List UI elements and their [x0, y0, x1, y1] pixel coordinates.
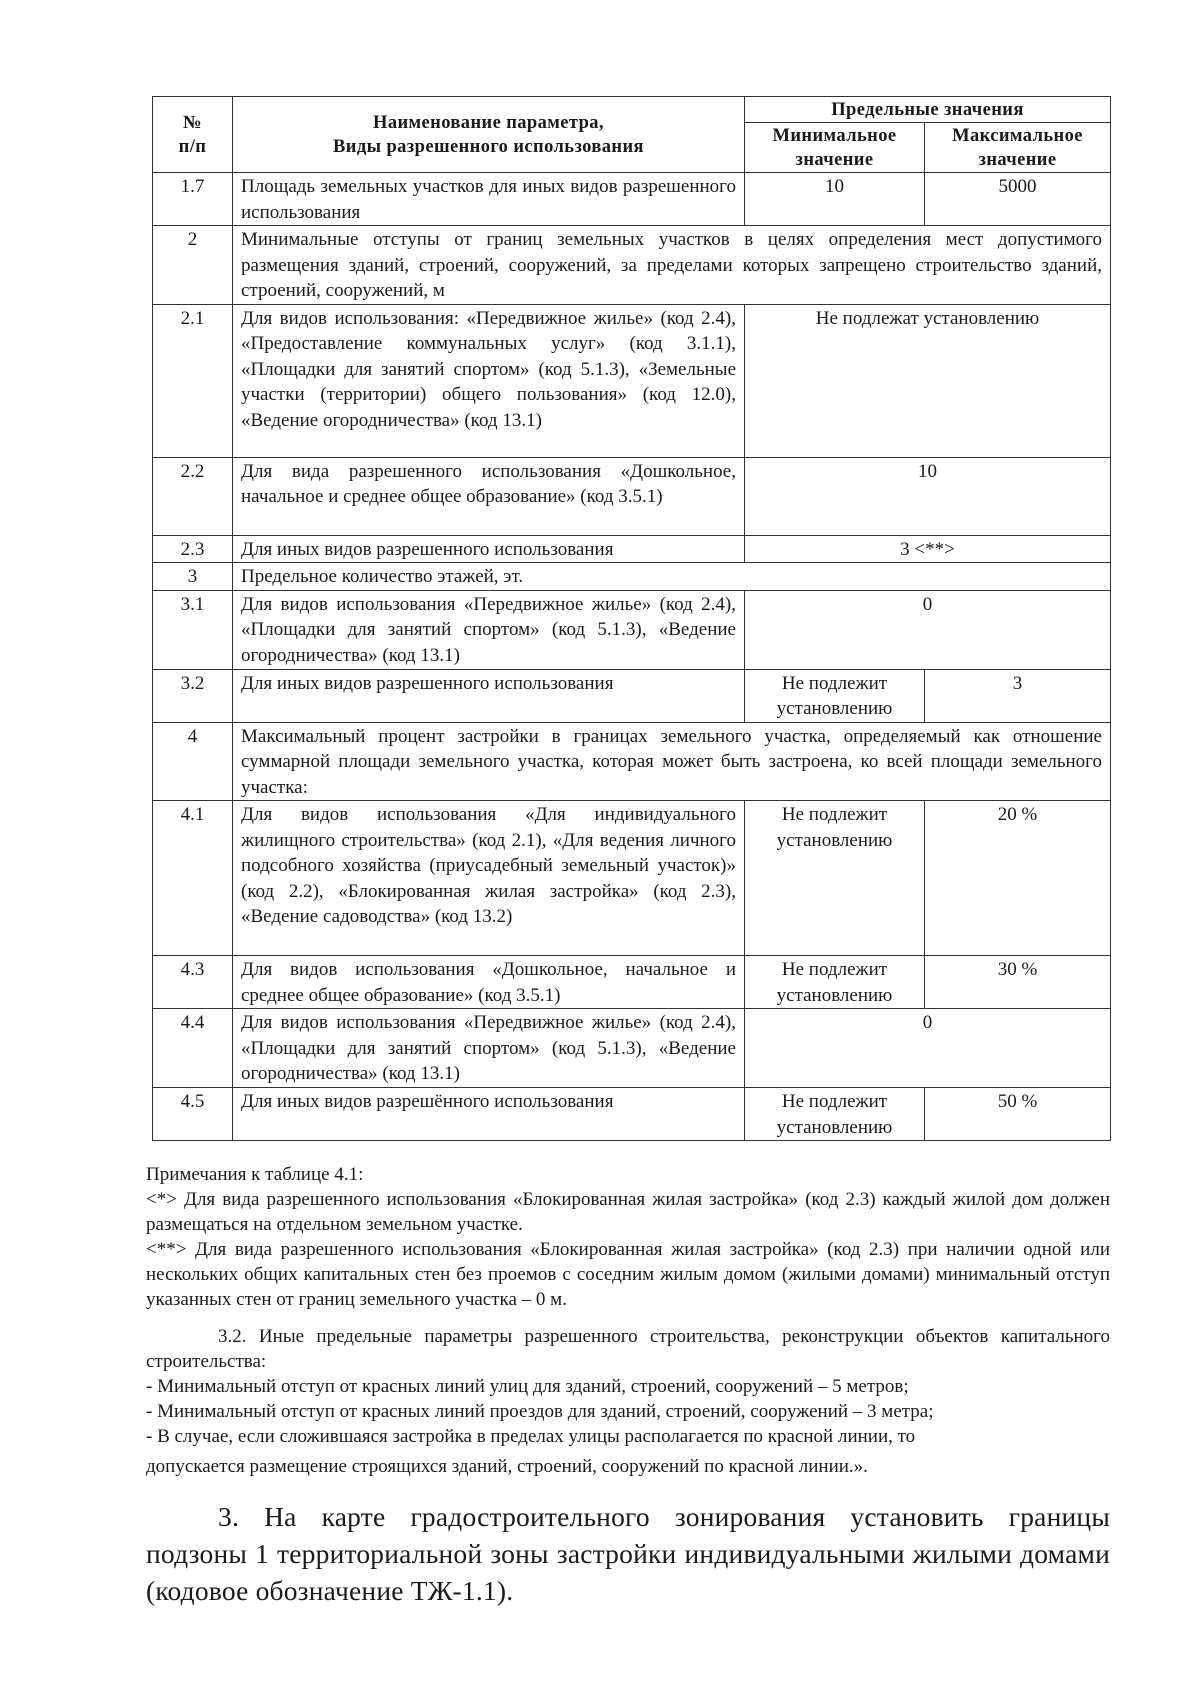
table-row: [153, 457, 1111, 535]
table-header: [153, 97, 1111, 173]
header-parameter-name: [233, 97, 745, 173]
header-max-label: Максимальное значение: [952, 126, 1083, 170]
row-parameter: Для видов использования: «Передвижное жилье» (код 2.4), «Предоставление коммунальных услуг» (код 3.1.1), «Площадки для занятий спортом» (код 5.1.3), «Земельные участки (территории) общего пользования» (код 12.0), «Ведение огородничества» (код 13.1): [233, 304, 745, 457]
row-number: 3: [153, 563, 233, 591]
row-min-value: Не подлежит установлению: [745, 956, 925, 1009]
row-number: 2.1: [153, 304, 233, 457]
clause-3: 3. На карте градостроительного зонирования установить границы подзоны 1 территориальной зоны застройки индивидуальными жилыми домами (кодовое обозначение ТЖ-1.1).: [146, 1501, 1110, 1606]
table-row: [153, 173, 1111, 226]
row-max-value: 50 %: [925, 1088, 1111, 1141]
table-row: [153, 590, 1111, 669]
note-double-asterisk: <**> Для вида разрешенного использования «Блокированная жилая застройка» (код 2.3) при наличии одной или нескольких общих капитальных стен без проемов с соседним жилым домом (жилыми домами) минимальный отступ указанных стен от границ земельного участка – 0 м.: [146, 1239, 1110, 1310]
table-row: [153, 563, 1111, 591]
row-value: 10: [745, 457, 1111, 535]
row-min-value: Не подлежит установлению: [745, 801, 925, 956]
table-row: [153, 226, 1111, 305]
row-parameter: Для иных видов разрешенного использования: [233, 535, 745, 563]
table-row: [153, 956, 1111, 1009]
table-row: [153, 669, 1111, 722]
row-number: 4.4: [153, 1009, 233, 1088]
header-name-label: Наименование параметра, Виды разрешенного использования: [333, 113, 644, 157]
row-min-value: 10: [745, 173, 925, 226]
row-number: 4.3: [153, 956, 233, 1009]
row-value: 0: [745, 1009, 1111, 1088]
header-min-label: Минимальное значение: [772, 126, 897, 170]
list-item: - В случае, если сложившаяся застройка в пределах улицы располагается по красной линии, то: [146, 1426, 916, 1447]
row-min-value: Не подлежит установлению: [745, 1088, 925, 1141]
row-parameter: Для видов использования «Передвижное жилье» (код 2.4), «Площадки для занятий спортом» (код 5.1.3), «Ведение огородничества» (код 13.1): [233, 1009, 745, 1088]
row-parameter: Для видов использования «Передвижное жилье» (код 2.4), «Площадки для занятий спортом» (код 5.1.3), «Ведение огородничества» (код 13.1): [233, 590, 745, 669]
table-row: [153, 535, 1111, 563]
list-item-continuation: допускается размещение строящихся зданий, строений, сооружений по красной линии.».: [146, 1456, 868, 1477]
row-max-value: 30 %: [925, 956, 1111, 1009]
table-row: [153, 801, 1111, 956]
row-value: 0: [745, 590, 1111, 669]
table-row: [153, 722, 1111, 801]
parameters-table: [152, 96, 1111, 1141]
header-limits-label: Предельные значения: [831, 100, 1024, 120]
row-number: 1.7: [153, 173, 233, 226]
row-number: 3.1: [153, 590, 233, 669]
row-parameter: Для иных видов разрешённого использования: [233, 1088, 745, 1141]
table-row: [153, 304, 1111, 457]
header-min-value: [745, 123, 925, 173]
row-parameter: Для вида разрешенного использования «Дошкольное, начальное и среднее общее образование» (код 3.5.1): [233, 457, 745, 535]
row-parameter: Площадь земельных участков для иных видов разрешенного использования: [233, 173, 745, 226]
row-parameter: Для иных видов разрешенного использования: [233, 669, 745, 722]
row-section-title: Предельное количество этажей, эт.: [233, 563, 1111, 591]
row-max-value: 3: [925, 669, 1111, 722]
row-number: 3.2: [153, 669, 233, 722]
row-number: 2: [153, 226, 233, 305]
row-max-value: 5000: [925, 173, 1111, 226]
row-parameter: Для видов использования «Дошкольное, начальное и среднее общее образование» (код 3.5.1): [233, 956, 745, 1009]
row-number: 2.2: [153, 457, 233, 535]
list-item: - Минимальный отступ от красных линий улиц для зданий, строений, сооружений – 5 метров;: [146, 1376, 909, 1397]
row-section-title: Максимальный процент застройки в границах земельного участка, определяемый как отношение суммарной площади земельного участка, которая может быть застроена, ко всей площади земельного участка:: [233, 722, 1111, 801]
note-single-asterisk: <*> Для вида разрешенного использования «Блокированная жилая застройка» (код 2.3) каждый жилой дом должен размещаться на отдельном земельном участке.: [146, 1189, 1110, 1235]
list-item: - Минимальный отступ от красных линий проездов для зданий, строений, сооружений – 3 метра;: [146, 1401, 934, 1422]
row-min-value: Не подлежит установлению: [745, 669, 925, 722]
header-number: [153, 97, 233, 173]
row-parameter: Для видов использования «Для индивидуального жилищного строительства» (код 2.1), «Для ведения личного подсобного хозяйства (приусадебный земельный участок)» (код 2.2), «Блокированная жилая застройка» (код 2.3), «Ведение садоводства» (код 13.2): [233, 801, 745, 956]
header-limit-values: [745, 97, 1111, 123]
row-section-title: Минимальные отступы от границ земельных участков в целях определения мест допустимого размещения зданий, строений, сооружений, за пределами которых запрещено строительство зданий, строений, сооружений, м: [233, 226, 1111, 305]
row-value: Не подлежат установлению: [745, 304, 1111, 457]
table-row: [153, 1009, 1111, 1088]
row-number: 4: [153, 722, 233, 801]
header-max-value: [925, 123, 1111, 173]
notes-title: Примечания к таблице 4.1:: [146, 1164, 364, 1185]
row-number: 4.1: [153, 801, 233, 956]
table-row: [153, 1088, 1111, 1141]
header-number-label: № п/п: [178, 113, 207, 157]
row-value: 3 <**>: [745, 535, 1111, 563]
row-number: 4.5: [153, 1088, 233, 1141]
row-max-value: 20 %: [925, 801, 1111, 956]
paragraph-3-2: 3.2. Иные предельные параметры разрешенного строительства, реконструкции объектов капитального строительства:: [146, 1326, 1110, 1372]
table-notes: [146, 1162, 1110, 1484]
row-number: 2.3: [153, 535, 233, 563]
table-body: [153, 173, 1111, 1141]
